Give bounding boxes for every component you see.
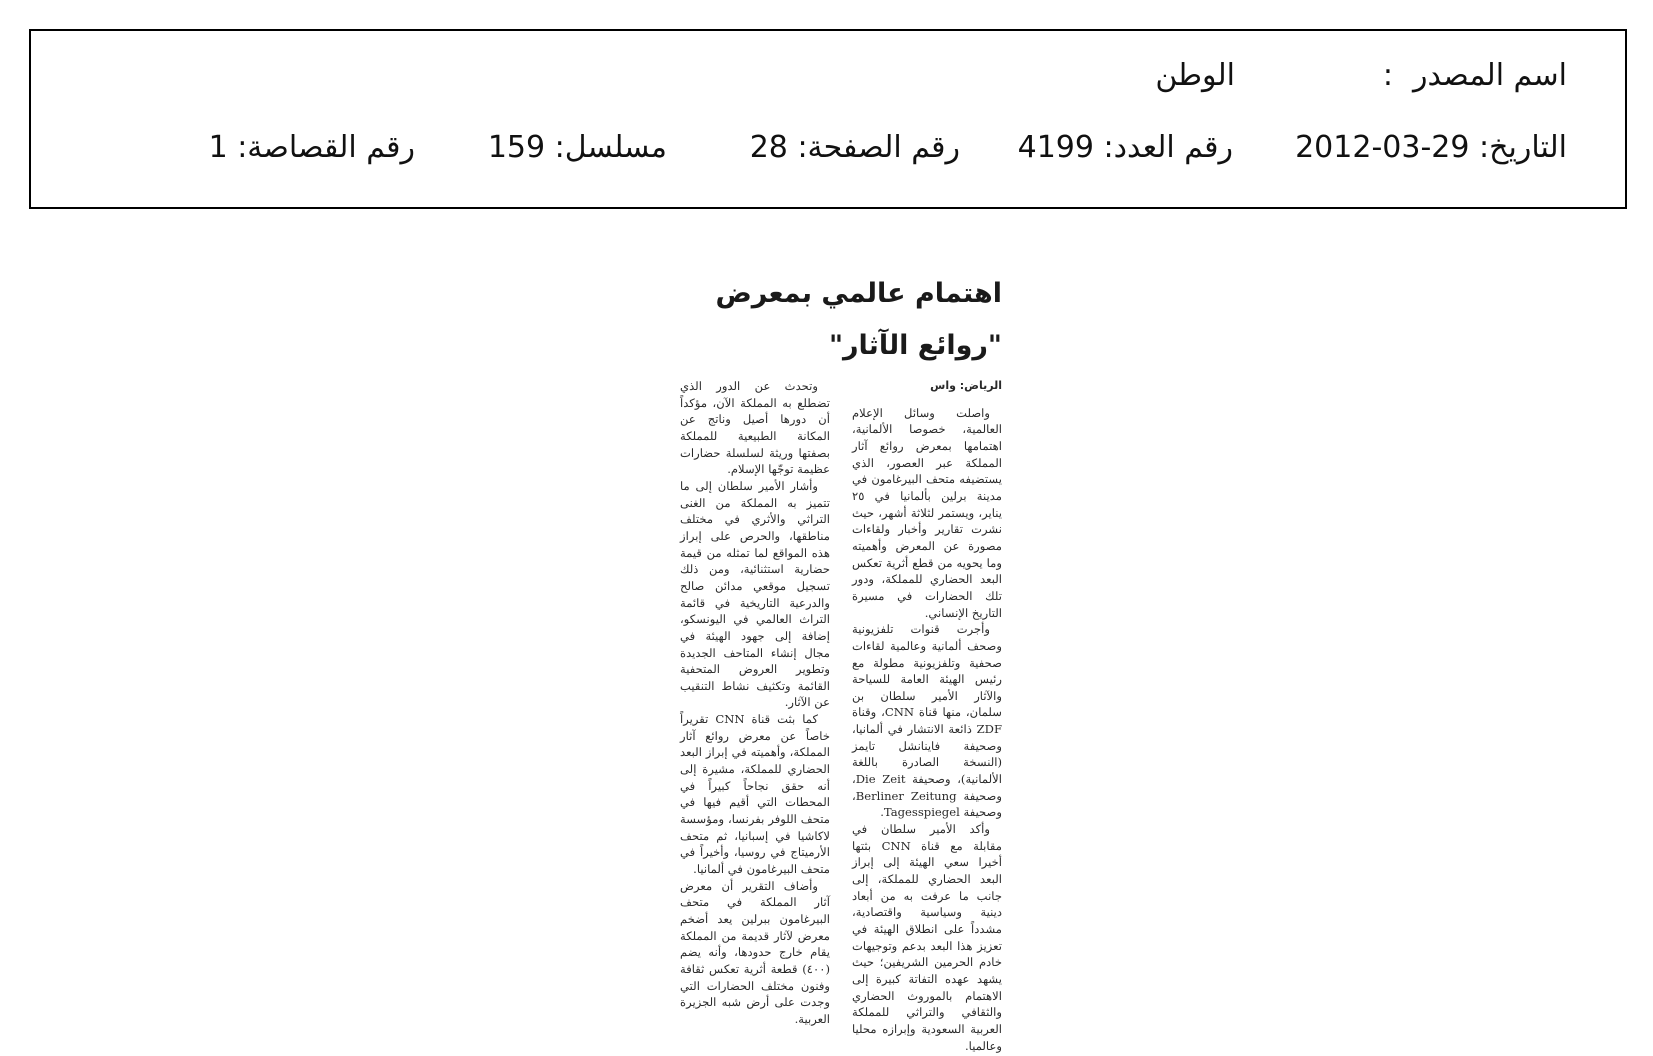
paragraph: وأشار الأمير سلطان إلى ما تتميز به المملكة من الغنى التراثي والأثري في مختلف مناطقها، والحرص على إبراز هذه المواقع لما تمثله من قيمة حضارية استثنائية، ومن ذلك تسجيل موقعي مدائن صالح والدرعية التاريخية في قائمة التراث العالمي في اليونسكو، إضافة إلى جهود الهيئة في مجال إنشاء المتاحف الجديدة وتطوير العروض المتحفية القائمة وتكثيف نشاط التنقيب عن الآثار. (680, 478, 830, 710)
paragraph: واصلت وسائل الإعلام العالمية، خصوصا الألمانية، اهتمامها بمعرض روائع آثار المملكة عبر العصور، الذي يستضيفه متحف البيرغامون في مدينة برلين بألمانيا في ٢٥ يناير، ويستمر لثلاثة أشهر، حيث نشرت تقارير وأخبار ولقاءات مصورة عن المعرض وأهميته وما يحويه من قطع أثرية تعكس البعد الحضاري للمملكة، ودور تلك الحضارات في مسيرة التاريخ الإنساني. (852, 405, 1002, 620)
newspaper-clipping (672, 268, 1002, 1053)
date-field: التاريخ: 29-03-2012 (1295, 130, 1567, 165)
headline-line-2: "روائع الآثار" (828, 330, 1002, 361)
page-number-field: رقم الصفحة: 28 (749, 130, 960, 165)
paragraph: وأجرت قنوات تلفزيونية وصحف ألمانية وعالمية لقاءات صحفية وتلفزيونية مطولة مع رئيس الهيئة العامة للسياحة والآثار الأمير سلطان بن سلمان، منها قناة CNN، وقناة ZDF ذائعة الانتشار في ألمانيا، وصحيفة فاينانشل تايمز (النسخة الصادرة باللغة الألمانية)، وصحيفة Die Zeit، وصحيفة Berliner Zeitung، وصحيفة Tagesspiegel. (852, 622, 1002, 820)
article-headline (672, 268, 1002, 372)
source-label: اسم المصدر (1412, 58, 1567, 93)
paragraph: وأضاف التقرير أن معرض آثار المملكة في متحف البيرغامون ببرلين يعد أضخم معرض لآثار قديمة من المملكة يقام خارج حدودها، وأنه يضم (٤٠٠) قطعة أثرية تعكس ثقافة وفنون مختلف الحضارات التي وجدت على أرض شبه الجزيرة العربية. (680, 878, 830, 1026)
issue-number-field: رقم العدد: 4199 (1017, 130, 1233, 165)
source-colon: : (1382, 58, 1393, 93)
article-column-left (680, 378, 830, 1038)
source-value: الوطن (1155, 58, 1235, 93)
paragraph: وأكد الأمير سلطان في مقابلة مع قناة CNN بثتها أخيرا سعي الهيئة إلى إبراز البعد الحضاري للمملكة، إلى جانب ما عرفت به من أبعاد دينية وسياسية واقتصادية، مشدداً على انطلاق الهيئة في تعزيز هذا البعد بدعم وتوجيهات خادم الحرمين الشريفين؛ حيث يشهد عهده التفاتة كبيرة إلى الاهتمام بالموروث الحضاري والثقافي والتراثي للمملكة العربية السعودية وإبرازه محليا وعالميا. (852, 822, 1002, 1053)
article-dateline: الرياض: واس (930, 379, 1002, 392)
article-column-right (852, 378, 1002, 1053)
article-body (672, 378, 1002, 1053)
paragraph: وتحدث عن الدور الذي تضطلع به المملكة الآن، مؤكداً أن دورها أصيل وناتج عن المكانة الطبيعية للمملكة بصفتها وريثة لسلسلة حضارات عظيمة توجّها الإسلام. (680, 379, 830, 477)
headline-line-1: اهتمام عالمي بمعرض (715, 278, 1002, 309)
paragraph: كما بثت قناة CNN تقريراً خاصاً عن معرض روائع آثار المملكة، وأهميته في إبراز البعد الحضاري للمملكة، مشيرة إلى أنه حقق نجاحاً كبيراً في المحطات التي أقيم فيها في متحف اللوفر بفرنسا، ومؤسسة لاكاشيا في إسبانيا، ثم متحف الأرميتاج في روسيا، وأخيراً في متحف البيرغامون في ألمانيا. (680, 712, 830, 877)
serial-field: مسلسل: 159 (487, 130, 667, 165)
clip-number-field: رقم القصاصة: 1 (208, 130, 415, 165)
metadata-header (29, 29, 1627, 209)
